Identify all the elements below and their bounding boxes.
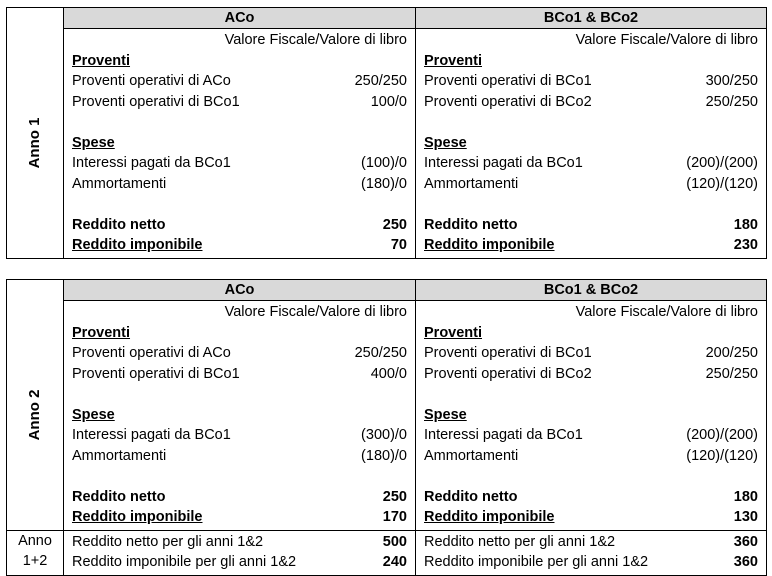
total-taxable-row: [72, 552, 407, 573]
total-net-label: Reddito netto per gli anni 1&2: [424, 533, 616, 550]
proventi-heading: Proventi: [72, 324, 131, 341]
total-net-value: 500: [382, 533, 407, 550]
value-label: Valore Fiscale/Valore di libro: [224, 304, 407, 320]
taxable-income-label: Reddito imponibile: [72, 509, 203, 525]
value-label: Valore Fiscale/Valore di libro: [224, 32, 407, 48]
expense-value: (300)/0: [361, 427, 407, 443]
net-income-row: [72, 487, 407, 508]
expense-row: [424, 174, 758, 195]
taxable-income-row: [424, 507, 758, 528]
expense-label: Ammortamenti: [424, 447, 519, 464]
taxable-income-label: Reddito imponibile: [72, 237, 203, 253]
net-income-value: 250: [382, 488, 407, 505]
income-label: Proventi operativi di BCo1: [72, 365, 240, 382]
net-income-label: Reddito netto: [424, 488, 518, 505]
value-label: Valore Fiscale/Valore di libro: [575, 32, 758, 48]
totals-year-label: [7, 530, 64, 575]
total-taxable-value: 360: [733, 554, 758, 570]
expense-value: (100)/0: [361, 155, 407, 171]
income-value: 400/0: [370, 365, 407, 382]
aco-block: [64, 301, 416, 531]
bco-block: [416, 301, 767, 531]
income-value: 200/250: [705, 345, 758, 361]
totals-row: [7, 530, 767, 575]
taxable-income-value: 70: [390, 237, 407, 253]
expense-label: Ammortamenti: [72, 447, 167, 464]
taxable-income-row: [72, 235, 407, 256]
expense-row: [72, 425, 407, 446]
total-net-row: [424, 532, 758, 553]
total-taxable-row: [424, 552, 758, 573]
taxable-income-label: Reddito imponibile: [424, 237, 555, 253]
income-value: 250/250: [705, 93, 758, 110]
expense-label: Interessi pagati da BCo1: [72, 155, 231, 171]
expense-label: Ammortamenti: [424, 175, 519, 192]
income-row: [424, 364, 758, 385]
table-anno-2: [6, 279, 767, 576]
year-label-cell: [7, 29, 64, 259]
net-income-value: 180: [733, 488, 758, 505]
bco-block: [416, 29, 767, 259]
net-income-label: Reddito netto: [424, 216, 518, 233]
income-row: [424, 92, 758, 113]
corner-cell: [7, 280, 64, 301]
net-income-row: [424, 487, 758, 508]
net-income-label: Reddito netto: [72, 216, 166, 233]
income-label: Proventi operativi di ACo: [72, 345, 231, 361]
expense-row: [72, 446, 407, 467]
header-bco: BCo1 & BCo2: [416, 280, 767, 301]
expense-row: [424, 446, 758, 467]
income-value: 250/250: [354, 73, 407, 89]
proventi-heading: Proventi: [424, 324, 483, 341]
total-net-row: [72, 532, 407, 553]
proventi-heading: Proventi: [424, 52, 483, 69]
expense-value: (120)/(120): [686, 175, 758, 192]
income-row: [72, 364, 407, 385]
aco-block: [64, 29, 416, 259]
income-row: [424, 71, 758, 92]
spese-heading: Spese: [72, 134, 115, 151]
income-label: Proventi operativi di BCo1: [424, 73, 592, 89]
total-taxable-label: Reddito imponibile per gli anni 1&2: [424, 554, 649, 570]
total-net-value: 360: [733, 533, 758, 550]
income-row: [72, 71, 407, 92]
taxable-income-value: 170: [382, 509, 407, 525]
table-anno-1: [6, 7, 767, 259]
expense-value: (200)/(200): [686, 155, 758, 171]
spese-heading: Spese: [424, 406, 467, 423]
year-label-cell: [7, 301, 64, 531]
bco-totals: [416, 530, 767, 575]
income-row: [424, 343, 758, 364]
income-value: 100/0: [370, 93, 407, 110]
income-label: Proventi operativi di BCo1: [72, 93, 240, 110]
income-value: 250/250: [705, 365, 758, 382]
expense-row: [424, 425, 758, 446]
expense-label: Ammortamenti: [72, 175, 167, 192]
income-label: Proventi operativi di ACo: [72, 73, 231, 89]
total-taxable-value: 240: [382, 554, 407, 570]
net-income-row: [72, 215, 407, 236]
value-label: Valore Fiscale/Valore di libro: [575, 304, 758, 320]
expense-value: (120)/(120): [686, 447, 758, 464]
proventi-heading: Proventi: [72, 52, 131, 69]
expense-value: (200)/(200): [686, 427, 758, 443]
income-label: Proventi operativi di BCo2: [424, 93, 592, 110]
income-value: 250/250: [354, 345, 407, 361]
income-value: 300/250: [705, 73, 758, 89]
expense-value: (180)/0: [361, 447, 407, 464]
expense-label: Interessi pagati da BCo1: [424, 427, 583, 443]
taxable-income-value: 230: [733, 237, 758, 253]
income-label: Proventi operativi di BCo1: [424, 345, 592, 361]
taxable-income-row: [424, 235, 758, 256]
total-taxable-label: Reddito imponibile per gli anni 1&2: [72, 554, 297, 570]
totals-year-label-line: Anno: [18, 532, 52, 549]
net-income-value: 250: [382, 216, 407, 233]
net-income-label: Reddito netto: [72, 488, 166, 505]
expense-label: Interessi pagati da BCo1: [424, 155, 583, 171]
total-net-label: Reddito netto per gli anni 1&2: [72, 533, 264, 550]
spese-heading: Spese: [72, 406, 115, 423]
taxable-income-label: Reddito imponibile: [424, 509, 555, 525]
header-bco: BCo1 & BCo2: [416, 8, 767, 29]
net-income-value: 180: [733, 216, 758, 233]
year-label: Anno 2: [25, 389, 43, 441]
income-label: Proventi operativi di BCo2: [424, 365, 592, 382]
expense-value: (180)/0: [361, 175, 407, 192]
year-label: Anno 1: [25, 117, 43, 169]
expense-row: [72, 153, 407, 174]
taxable-income-row: [72, 507, 407, 528]
net-income-row: [424, 215, 758, 236]
expense-label: Interessi pagati da BCo1: [72, 427, 231, 443]
spese-heading: Spese: [424, 134, 467, 151]
taxable-income-value: 130: [733, 509, 758, 525]
totals-year-label-line: 1+2: [22, 553, 48, 569]
header-aco: ACo: [64, 8, 416, 29]
income-row: [72, 343, 407, 364]
header-aco: ACo: [64, 280, 416, 301]
corner-cell: [7, 8, 64, 29]
expense-row: [72, 174, 407, 195]
expense-row: [424, 153, 758, 174]
aco-totals: [64, 530, 416, 575]
income-row: [72, 92, 407, 113]
